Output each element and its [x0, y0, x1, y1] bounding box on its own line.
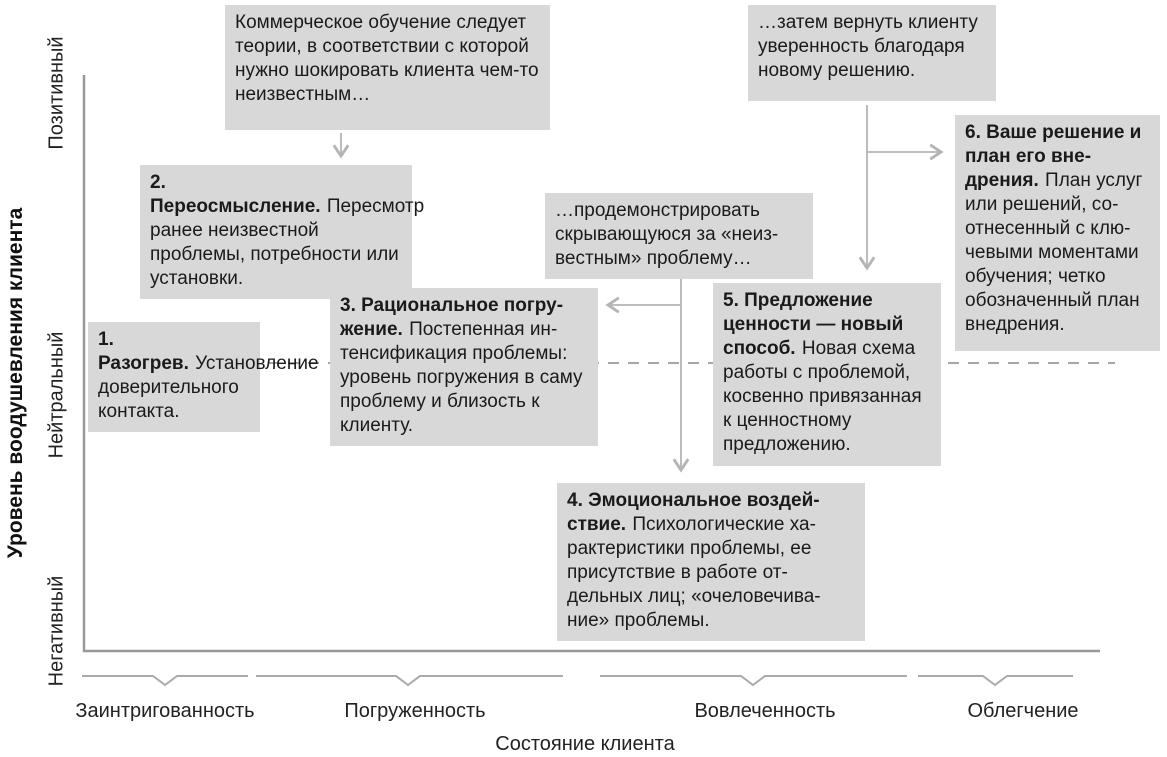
step-body: Постепенная интенсификация проблемы: уровень погружения в саму проблему и близость к клиенту.	[340, 319, 583, 436]
step-body: Пересмотр ранее неизвестной проблемы, потребности или установки.	[150, 196, 425, 289]
step-title: 1. Разогрев.	[98, 329, 189, 374]
step-body: Установление доверительного контакта.	[98, 353, 319, 422]
y-tick-positive: Позитивный	[45, 36, 68, 150]
annotation-text: …затем вернуть клиенту уверенность благодаря новому решению.	[758, 12, 978, 81]
step-title: 2. Переосмысление.	[150, 172, 321, 217]
annotation-teaching-theory	[225, 5, 550, 130]
step-body: Психологические характеристики проблемы, ее присутствие в работе отдельных лиц; «очеловечивание» проблемы.	[567, 514, 821, 631]
x-tick-relief: Облегчение	[967, 700, 1079, 722]
annotation-text: …продемонстрировать скрывающуюся за «неизвестным» проблему…	[555, 200, 779, 269]
step-body: Новая схема работы с проблемой, косвенно привязанная к ценностному предложению.	[723, 338, 922, 455]
x-tick-involvement: Вовлеченность	[694, 700, 836, 722]
step-body: План услуг или решений, соотнесенный с ключевыми моментами обучения; четко обозначенный план внедрения.	[965, 170, 1143, 335]
step-box-4-emotional-impact	[557, 483, 865, 641]
brace-intrigue	[82, 676, 248, 685]
y-tick-negative: Негативный	[45, 575, 68, 687]
step-box-2-reframe	[140, 165, 425, 299]
step-box-5-value-proposition	[713, 283, 941, 466]
step-title: 5. Предложение ценности — новый способ.	[723, 290, 904, 359]
step-box-3-rational-drowning	[330, 288, 598, 446]
brace-relief	[918, 676, 1073, 685]
step-box-6-solution-plan	[955, 115, 1160, 351]
step-title: 3. Рациональное погружение.	[340, 295, 564, 340]
x-tick-intrigue: Заинтригованность	[75, 700, 255, 722]
brace-involvement	[600, 676, 907, 685]
x-axis-title: Состояние клиента	[495, 733, 675, 755]
y-axis-title: Уровень воодушевления клиента	[4, 207, 27, 559]
x-tick-immersion: Погруженность	[344, 700, 486, 722]
annotation-demonstrate	[545, 193, 813, 279]
step-box-1-warmup	[88, 322, 319, 432]
annotation-text: Коммерческое обучение следует теории, в соответствии с которой нужно шокировать клиента чем-то неизвестным…	[235, 12, 539, 105]
y-tick-neutral: Нейтральный	[45, 331, 68, 459]
annotation-reassure	[748, 5, 996, 101]
step-title: 6. Ваше решение и план его внедрения.	[965, 122, 1142, 191]
brace-immersion	[256, 676, 563, 685]
step-title: 4. Эмоциональное воздействие.	[567, 490, 820, 535]
